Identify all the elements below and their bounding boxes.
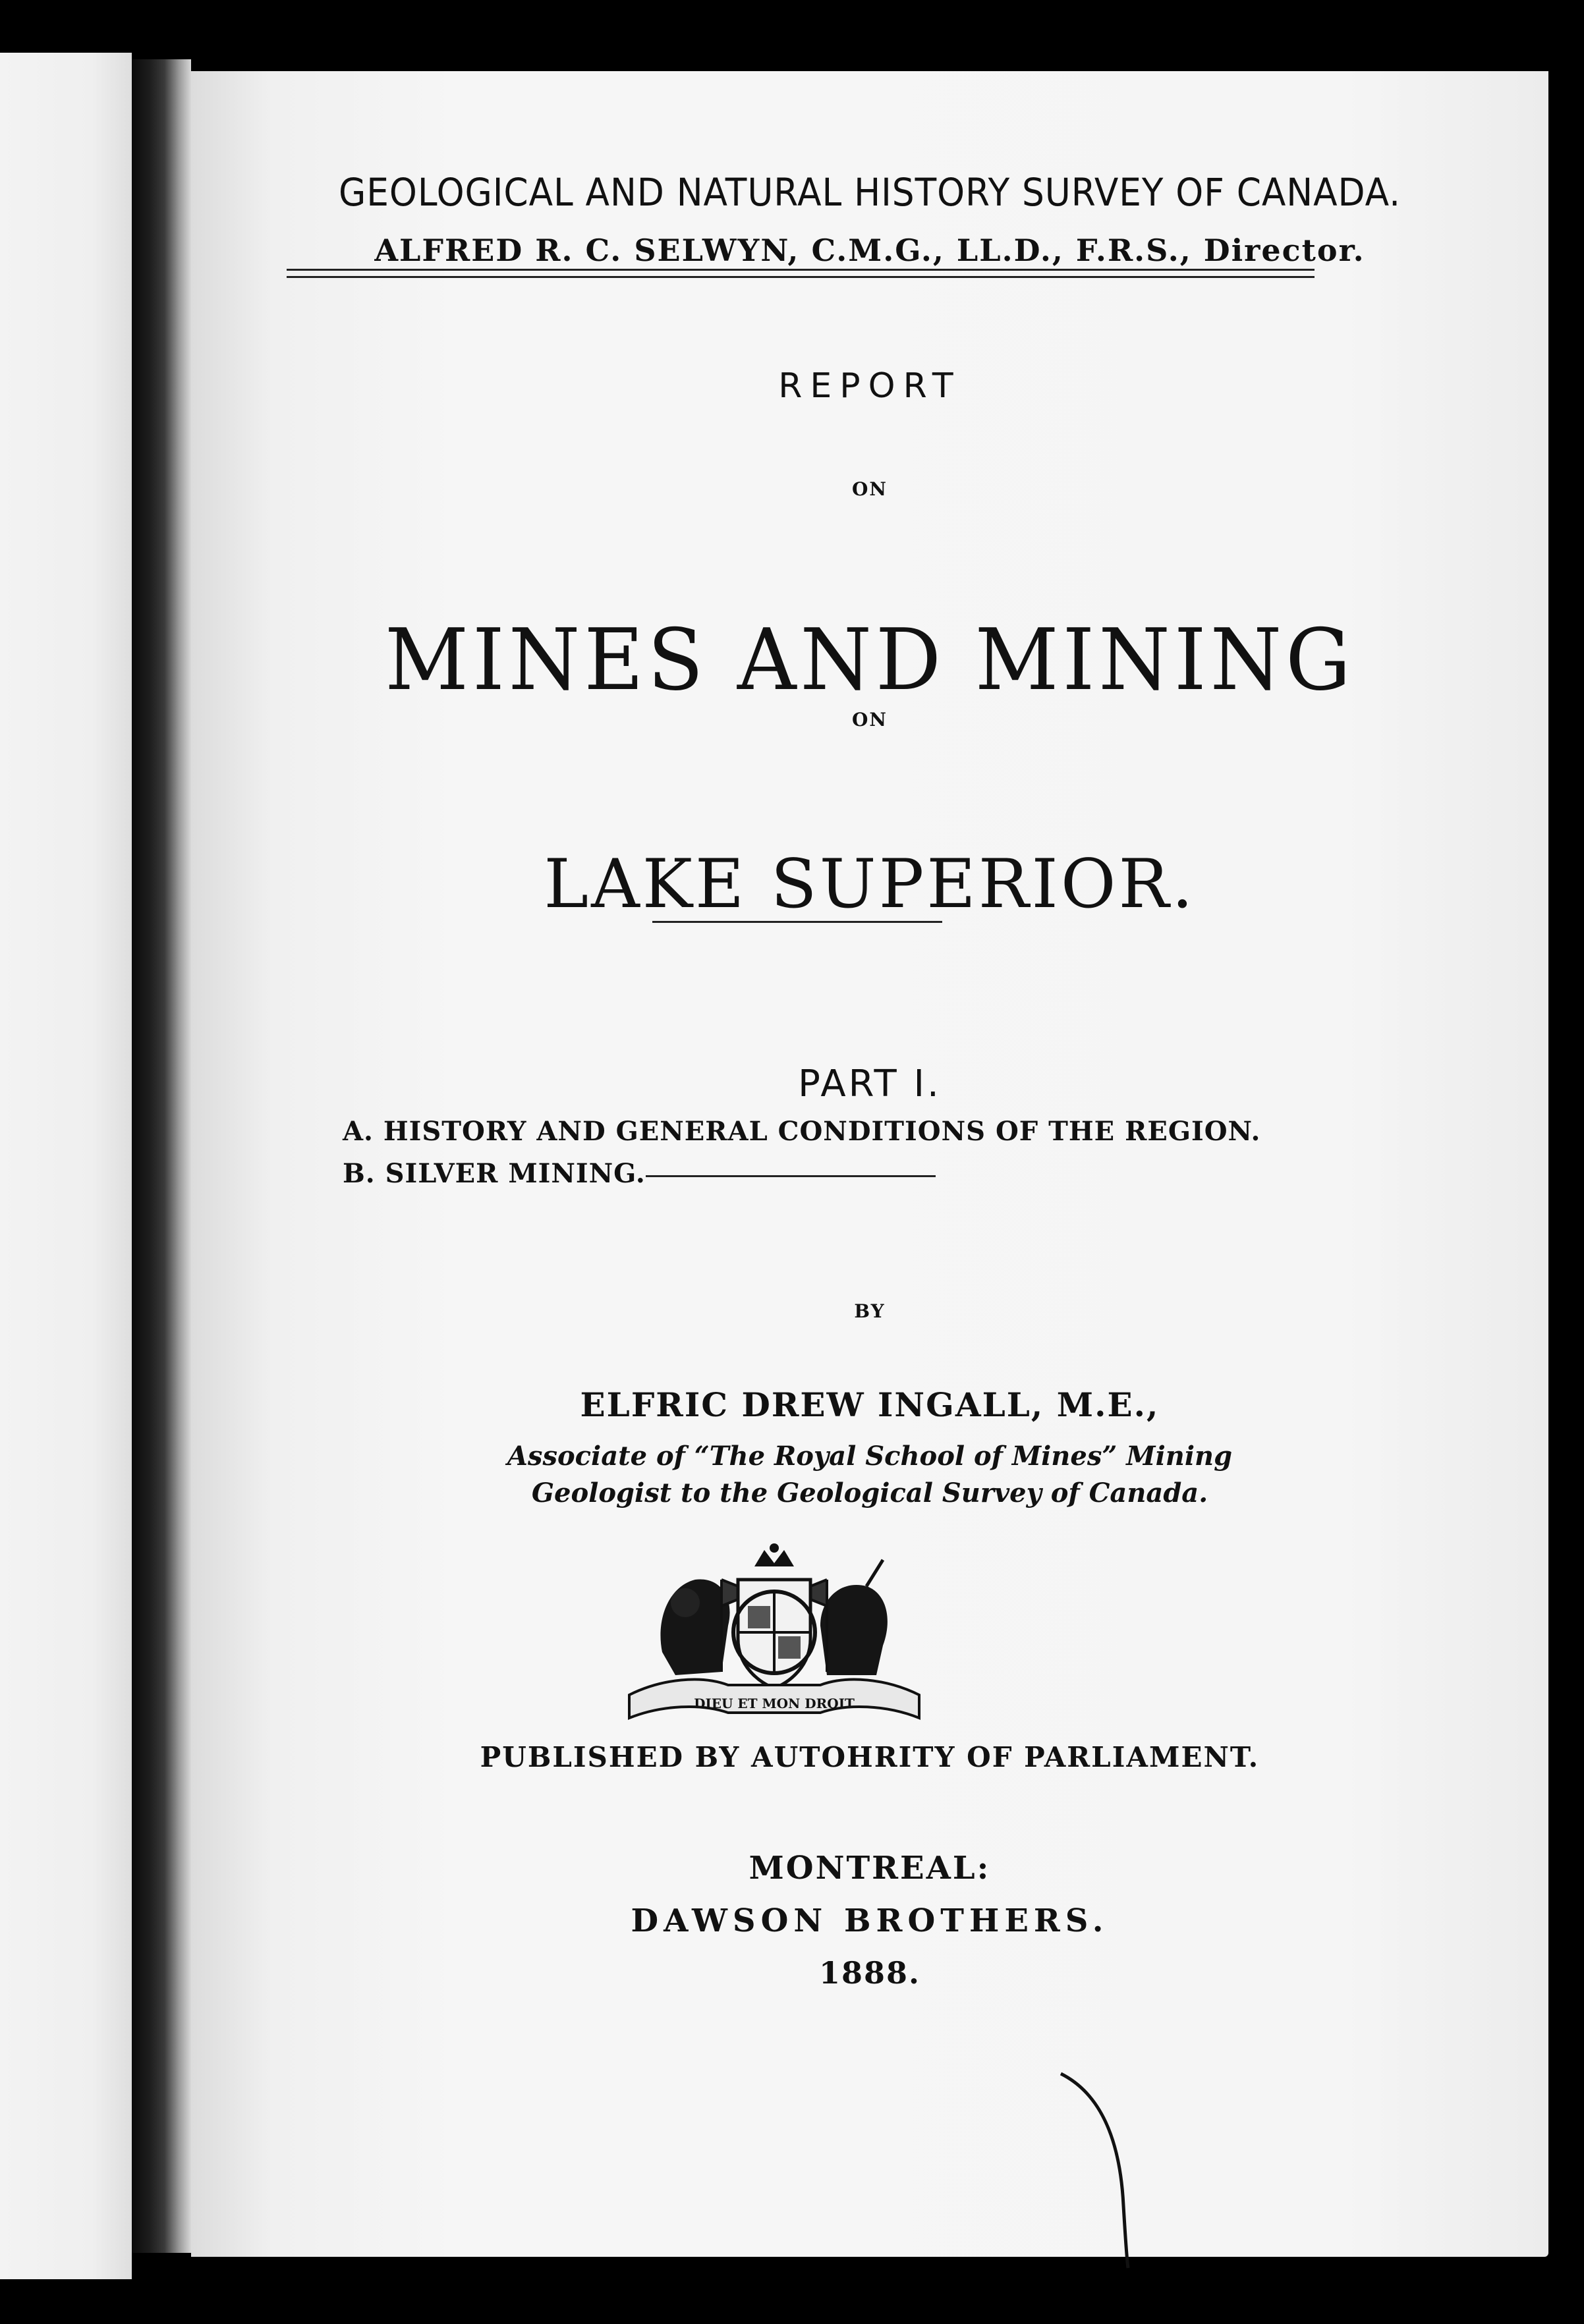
facing-page: [0, 53, 132, 2279]
publication-year: 1888.: [818, 1955, 921, 1991]
report-label: REPORT: [778, 366, 961, 406]
divider-rule-1: [652, 921, 942, 923]
part-label: PART I.: [798, 1063, 942, 1105]
survey-header: GEOLOGICAL AND NATURAL HISTORY SURVEY OF CANADA.: [338, 170, 1401, 215]
published-by-line: PUBLISHED BY AUTOHRITY OF PARLIAMENT.: [480, 1741, 1260, 1773]
affiliation-line-1: Associate of “The Royal School of Mines” Mining: [507, 1441, 1233, 1472]
author-name: ELFRIC DREW INGALL, M.E.,: [580, 1385, 1160, 1424]
part-content-b: B. SILVER MINING.: [343, 1158, 646, 1189]
subtitle: LAKE SUPERIOR.: [544, 845, 1196, 924]
main-title: MINES AND MINING: [384, 611, 1355, 709]
on-label-1: ON: [852, 478, 888, 500]
book-spine-shadow: [132, 59, 191, 2253]
header-double-rule: [287, 269, 1315, 278]
publisher-name: DAWSON BROTHERS.: [631, 1902, 1109, 1939]
by-label: BY: [854, 1300, 886, 1322]
affiliation-line-2: Geologist to the Geological Survey of Canada.: [531, 1478, 1208, 1508]
pencil-mark-icon: [1048, 2061, 1179, 2271]
divider-rule-2: [646, 1175, 936, 1177]
part-content-a: A. HISTORY AND GENERAL CONDITIONS OF THE REGION.: [343, 1116, 1261, 1147]
arms-motto: DIEU ET MON DROIT: [694, 1696, 855, 1711]
royal-coat-of-arms-icon: [623, 1540, 926, 1738]
title-page: [191, 71, 1548, 2257]
director-line: ALFRED R. C. SELWYN, C.M.G., LL.D., F.R.S., Director.: [374, 233, 1365, 268]
on-label-2: ON: [852, 709, 888, 731]
publication-city: MONTREAL:: [749, 1850, 991, 1887]
author-affiliation: [191, 1438, 1548, 1512]
